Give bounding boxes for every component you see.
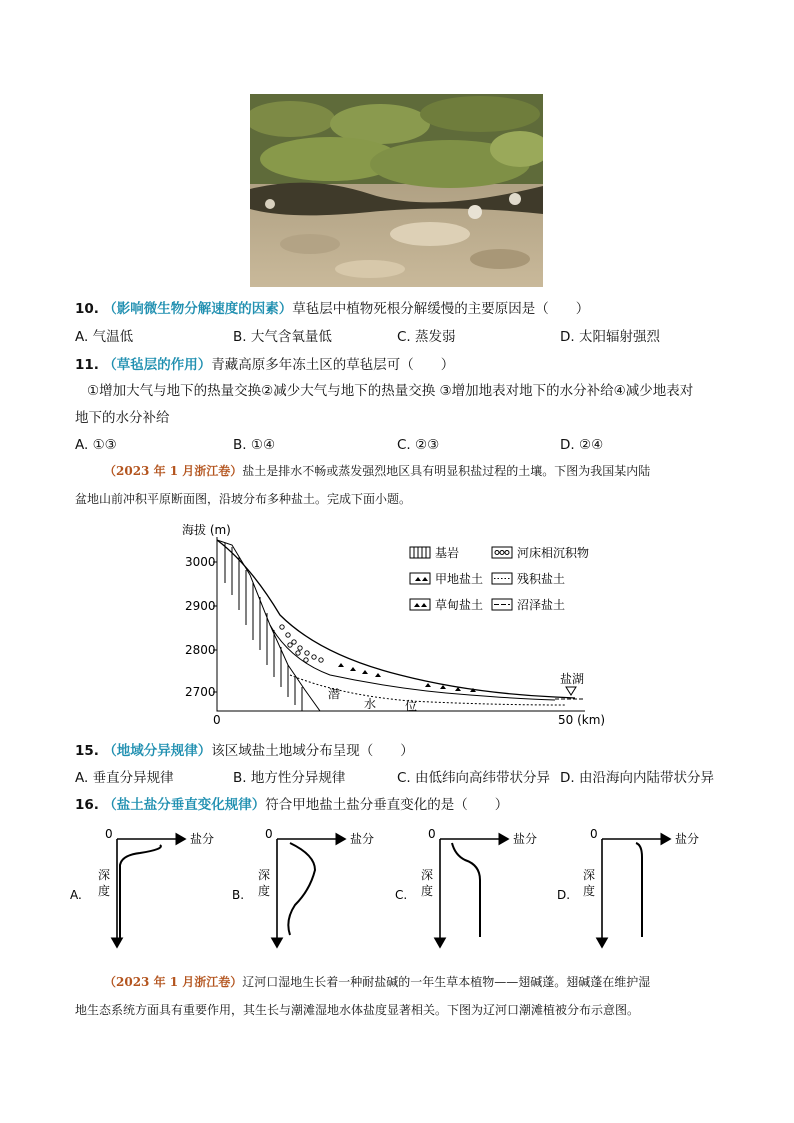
q10-option-d[interactable]: D. 太阳辐射强烈 bbox=[560, 329, 660, 345]
q15-option-d[interactable]: D. 由沿海向内陆带状分异 bbox=[560, 770, 714, 786]
intro-source-tag: （2023 年 1 月浙江卷） bbox=[104, 975, 243, 989]
q10-option-b[interactable]: B. 大气含氧量低 bbox=[233, 329, 332, 345]
graph-d-y-label: 深 bbox=[583, 868, 596, 882]
q11-option-c[interactable]: C. ②③ bbox=[397, 437, 440, 453]
graph-d-y-label-2: 度 bbox=[583, 884, 596, 898]
question-stem: 该区域盐土地域分布呈现（ ） bbox=[211, 743, 414, 759]
question-stem: 草毡层中植物死根分解缓慢的主要原因是（ ） bbox=[292, 301, 590, 317]
graph-d-letter: D. bbox=[557, 888, 571, 902]
question-topic-tag: （影响微生物分解速度的因素） bbox=[103, 301, 293, 317]
question-topic-tag: （盐土盐分垂直变化规律） bbox=[103, 797, 266, 813]
salt-lake-label: 盐湖 bbox=[560, 672, 585, 686]
q15-option-a[interactable]: A. 垂直分异规律 bbox=[75, 770, 174, 786]
q10-option-c[interactable]: C. 蒸发弱 bbox=[397, 329, 456, 345]
graph-d-x-label: 盐分 bbox=[675, 832, 700, 846]
graph-a-y-label: 深 bbox=[98, 868, 111, 882]
saline-soil-marks bbox=[338, 663, 476, 692]
graph-c-y-label-2: 度 bbox=[421, 884, 434, 898]
q11-option-a[interactable]: A. ①③ bbox=[75, 437, 117, 453]
salinity-depth-graphs bbox=[70, 825, 730, 955]
graph-b[interactable] bbox=[232, 827, 374, 947]
legend-swamp-saline: 沼泽盐土 bbox=[517, 598, 566, 612]
question-11 bbox=[75, 355, 454, 375]
legend-residual-saline: 残积盐土 bbox=[517, 572, 566, 586]
y-tick-2900: 2900 bbox=[185, 599, 216, 613]
graph-c-letter: C. bbox=[395, 888, 408, 902]
photo-image bbox=[250, 94, 543, 287]
graph-c-x-label: 盐分 bbox=[513, 832, 538, 846]
graph-a[interactable] bbox=[70, 827, 214, 947]
graph-c-y-label: 深 bbox=[421, 868, 434, 882]
intro-paragraph-1-line-2: 盆地山前冲积平原断面图，沿坡分布多种盐土。完成下面小题。 bbox=[75, 492, 412, 506]
intro-text: 盐土是排水不畅或蒸发强烈地区具有明显积盐过程的土壤。下图为我国某内陆 bbox=[242, 464, 651, 478]
graph-d-zero: 0 bbox=[590, 827, 598, 841]
y-axis-label: 海拔 (m) bbox=[182, 523, 231, 537]
graph-b-letter: B. bbox=[232, 888, 245, 902]
x-tick-50: 50 (km) bbox=[558, 713, 606, 727]
saline-soil-profile-diagram bbox=[170, 515, 620, 730]
q15-option-c[interactable]: C. 由低纬向高纬带状分异 bbox=[397, 770, 551, 786]
graph-a-y-label-2: 度 bbox=[98, 884, 111, 898]
question-number: 11. bbox=[75, 357, 99, 373]
q11-statement-line-2: 地下的水分补给 bbox=[75, 410, 170, 426]
q11-option-d[interactable]: D. ②④ bbox=[560, 437, 604, 453]
question-10 bbox=[75, 299, 589, 319]
graph-b-zero: 0 bbox=[265, 827, 273, 841]
graph-b-y-label: 深 bbox=[258, 868, 271, 882]
intro-text: 辽河口湿地生长着一种耐盐碱的一年生草本植物——翅碱蓬。翅碱蓬在维护湿 bbox=[242, 975, 651, 989]
intro-source-tag: （2023 年 1 月浙江卷） bbox=[104, 464, 243, 478]
graph-b-x-label: 盐分 bbox=[350, 832, 375, 846]
water-table-label-2: 水 bbox=[364, 697, 377, 711]
question-number: 16. bbox=[75, 797, 99, 813]
question-topic-tag: （草毡层的作用） bbox=[103, 357, 212, 373]
question-topic-tag: （地域分异规律） bbox=[103, 743, 212, 759]
legend-bedrock: 基岩 bbox=[435, 546, 460, 560]
salt-lake-symbol bbox=[566, 687, 576, 695]
legend-meadow-saline: 草甸盐土 bbox=[435, 598, 484, 612]
graph-c-zero: 0 bbox=[428, 827, 436, 841]
graph-a-x-label: 盐分 bbox=[190, 832, 215, 846]
question-number: 15. bbox=[75, 743, 99, 759]
deposit-boundary bbox=[270, 625, 555, 700]
water-table-label-1: 潜 bbox=[328, 687, 341, 701]
legend bbox=[410, 545, 589, 612]
graph-a-letter: A. bbox=[70, 888, 82, 902]
q10-option-a[interactable]: A. 气温低 bbox=[75, 329, 134, 345]
q11-statement-line-1: ①增加大气与地下的热量交换②减少大气与地下的热量交换 ③增加地表对地下的水分补给④减少地表对 bbox=[87, 383, 694, 399]
question-15 bbox=[75, 741, 414, 761]
q11-option-b[interactable]: B. ①④ bbox=[233, 437, 276, 453]
y-tick-3000: 3000 bbox=[185, 555, 216, 569]
q15-option-b[interactable]: B. 地方性分异规律 bbox=[233, 770, 346, 786]
question-number: 10. bbox=[75, 301, 99, 317]
water-table-label-3: 位 bbox=[405, 699, 418, 713]
question-stem: 符合甲地盐土盐分垂直变化的是（ ） bbox=[265, 797, 509, 813]
graph-c[interactable] bbox=[395, 827, 537, 947]
intro-paragraph-2-line-2: 地生态系统方面具有重要作用，其生长与潮滩湿地水体盐度显著相关。下图为辽河口潮滩植被分布示意图。 bbox=[75, 1003, 640, 1017]
x-tick-0: 0 bbox=[213, 713, 221, 727]
legend-riverbed: 河床相沉积物 bbox=[517, 546, 590, 560]
question-16 bbox=[75, 795, 508, 815]
intro-paragraph-1-line-1 bbox=[104, 461, 650, 481]
graph-d[interactable] bbox=[557, 827, 699, 947]
graph-a-zero: 0 bbox=[105, 827, 113, 841]
y-tick-2800: 2800 bbox=[185, 643, 216, 657]
intro-paragraph-2-line-1 bbox=[104, 972, 650, 992]
y-tick-2700: 2700 bbox=[185, 685, 216, 699]
question-stem: 青藏高原多年冻土区的草毡层可（ ） bbox=[211, 357, 455, 373]
legend-jia-saline: 甲地盐土 bbox=[435, 572, 484, 586]
graph-b-y-label-2: 度 bbox=[258, 884, 271, 898]
grass-mat-photo bbox=[250, 94, 543, 287]
